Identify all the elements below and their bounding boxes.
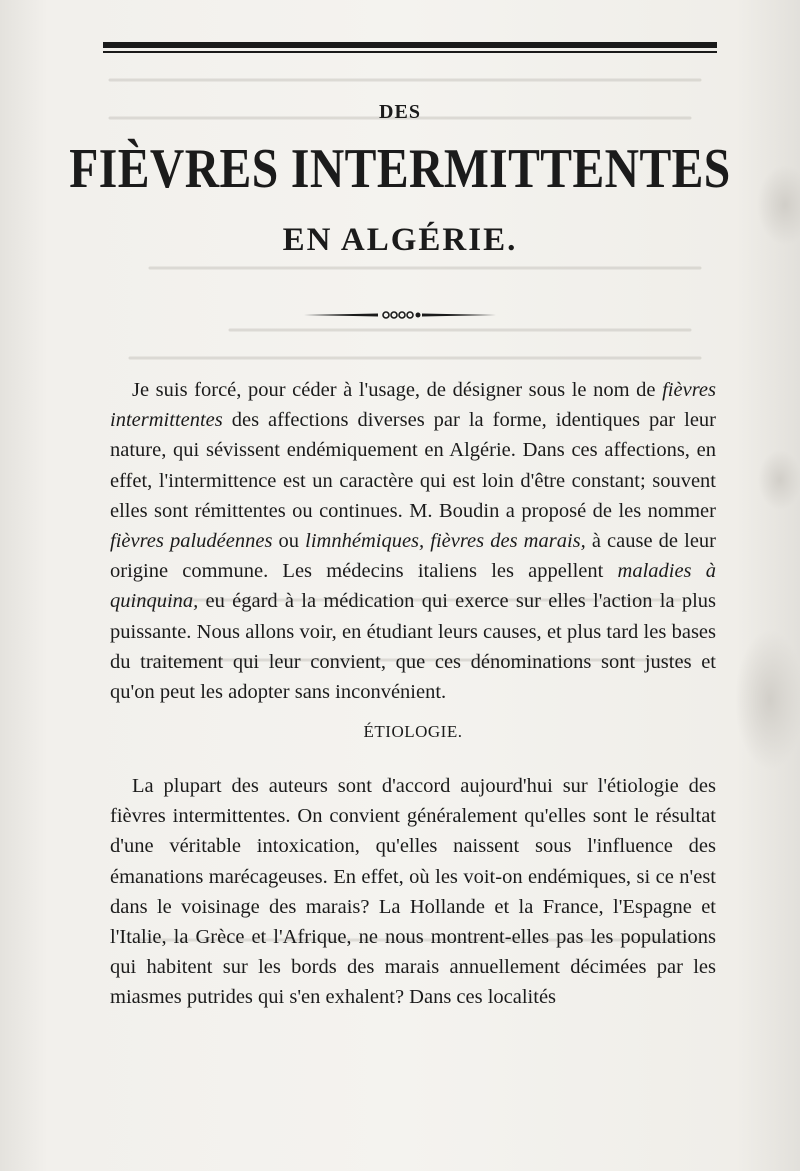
text-run: eu égard à la médication qui exerce sur elles l'action la plus puissante. Nous allons voir, en étudiant leurs causes, et plus tard les bases du traitement qui leur convient, que ces dénominations sont justes et qu'on peut les adopter sans inconvénient. (110, 590, 716, 704)
page-title: FIÈVRES INTERMITTENTES (69, 138, 731, 200)
italic-term: fièvres paludéennes (110, 530, 273, 553)
title-prefix: DES (379, 101, 421, 123)
italic-term: maladies à quinquina, (110, 560, 716, 613)
paragraph-etiology: La plupart des auteurs sont d'accord aujourd'hui sur l'étiologie des fièvres intermittentes. On convient généralement qu'elles sont le résultat d'une véritable intoxication, qu'elles naissent sous l'influence des émanations marécageuses. En effet, où les voit-on endémiques, si ce n'est dans le voisinage des marais? La Hollande et la France, l'Espagne et l'Italie, la Grèce et l'Afrique, ne nous montrent-elles pas les populations qui habitent sur les bords des marais annuellement décimées par les miasmes putrides qui s'en exhalent? Dans ces localités (110, 775, 716, 1009)
header-rule-thin (103, 51, 717, 53)
section-heading: ÉTIOLOGIE. (363, 722, 463, 741)
paragraph-intro (110, 375, 716, 707)
text-run: à cause de leur origine commune. Les médecins italiens les appellent (110, 530, 716, 583)
header-rule-thick (103, 42, 717, 48)
italic-term: fièvres intermittentes (110, 379, 716, 432)
text-run: Je suis forcé, pour céder à l'usage, de désigner sous le nom de (132, 379, 663, 401)
text-run: des affections diverses par la forme, identiques par leur nature, qui sévissent endémiquement en Algérie. Dans ces affections, en effet, l'intermittence est un caractère qui est loin d'être constant; souvent elles sont rémittentes ou continues. M. Boudin a proposé de les nommer (110, 409, 716, 522)
italic-term: limnhémiques, fièvres des marais, (305, 530, 586, 553)
page-subtitle: EN ALGÉRIE. (282, 222, 518, 258)
text-run: ou (272, 530, 306, 553)
ornament-divider (300, 307, 500, 323)
